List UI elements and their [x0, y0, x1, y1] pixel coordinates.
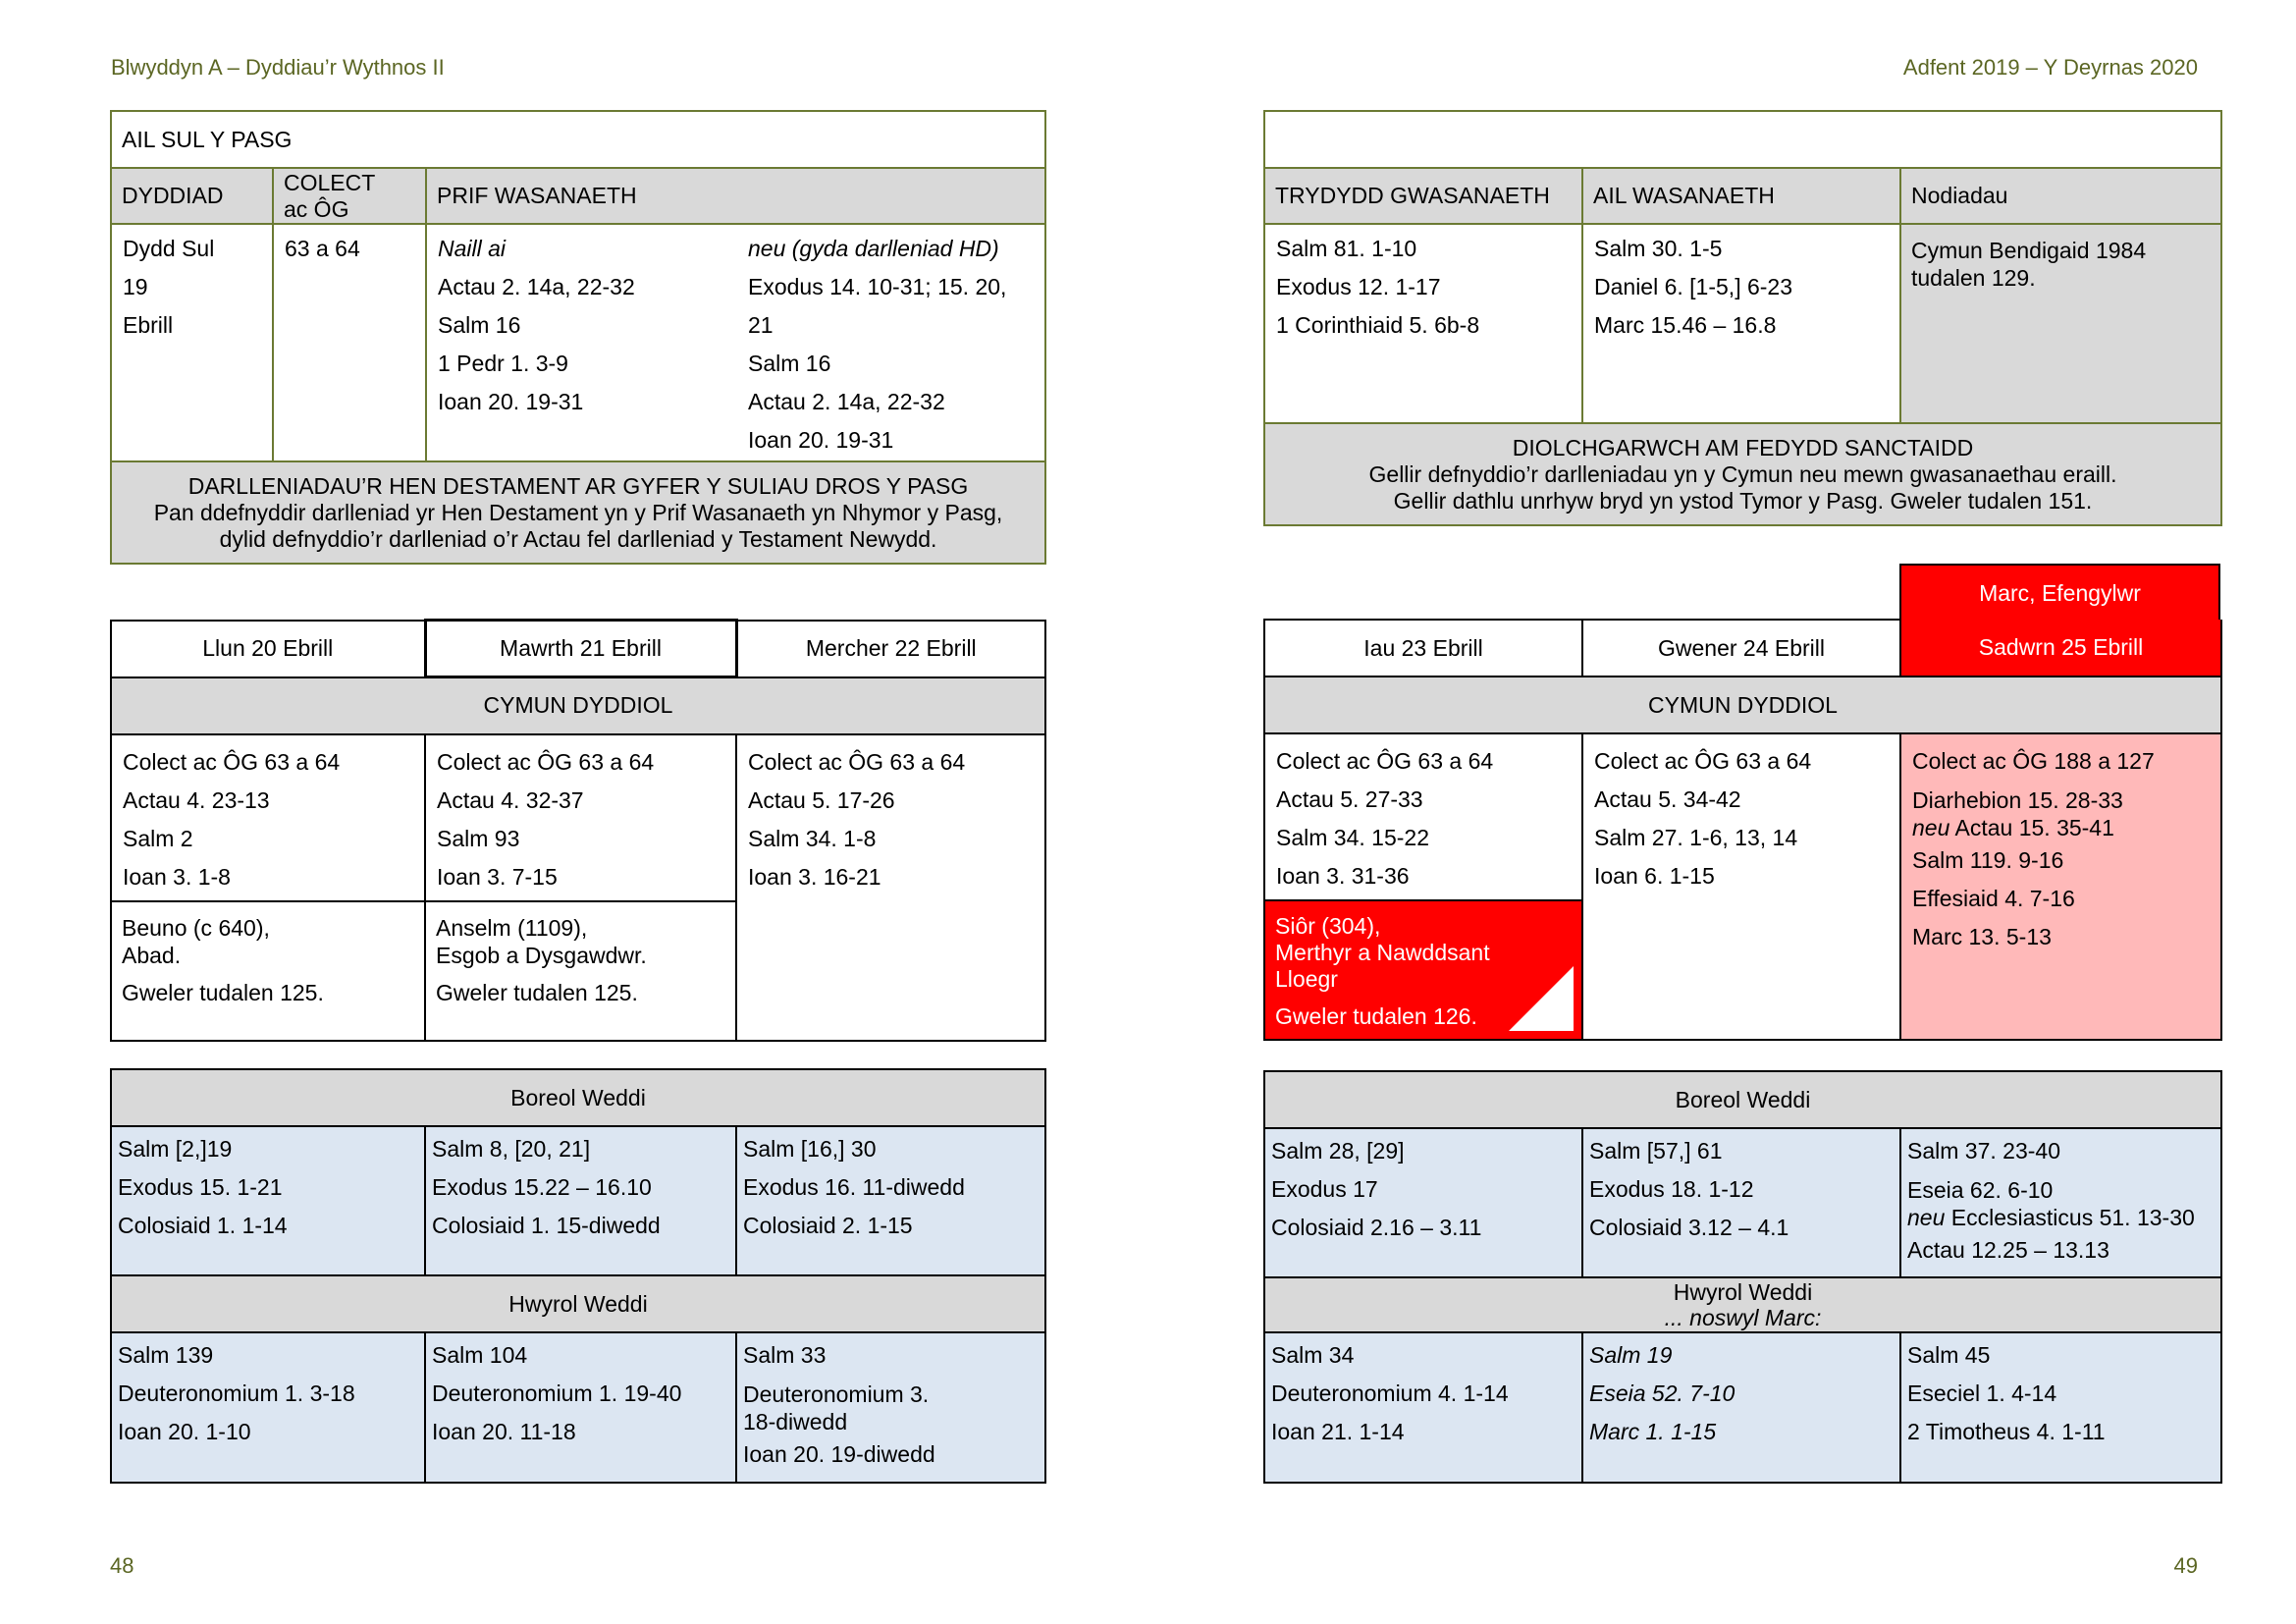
day-header-sadwrn: Sadwrn 25 Ebrill [1900, 620, 2221, 677]
running-header-left: Blwyddyn A – Dyddiau’r Wythnos II [111, 55, 445, 80]
sunday-collect-cell: 63 a 64 [273, 224, 426, 461]
evening-iau: Salm 34 Deuteronomium 4. 1-14 Ioan 21. 1-14 [1264, 1332, 1582, 1483]
communion-llun: Colect ac ÔG 63 a 64 Actau 4. 23-13 Salm 2 Ioan 3. 1-8 [111, 734, 425, 901]
communion-sadwrn: Colect ac ÔG 188 a 127 Diarhebion 15. 28-33 neu Actau 15. 35-41 Salm 119. 9-16 Effesiaid 4. 7-16 Marc 13. 5-13 [1900, 733, 2221, 1040]
weekday-communion-left [110, 619, 1044, 1042]
page-number-right: 49 [2173, 1553, 2198, 1578]
communion-iau: Colect ac ÔG 63 a 64 Actau 5. 27-33 Salm 34. 15-22 Ioan 3. 31-36 [1264, 733, 1582, 900]
evening-mawrth: Salm 104 Deuteronomium 1. 19-40 Ioan 20. 11-18 [425, 1332, 736, 1483]
communion-mercher: Colect ac ÔG 63 a 64 Actau 5. 17-26 Salm 34. 1-8 Ioan 3. 16-21 [736, 734, 1045, 1041]
evening-sadwrn: Salm 45 Eseciel 1. 4-14 2 Timotheus 4. 1-11 [1900, 1332, 2221, 1483]
baptism-note: DIOLCHGARWCH AM FEDYDD SANCTAIDD Gellir defnyddio’r darlleniadau yn y Cymun neu mewn gwasanaethau eraill. Gellir dathlu unrhyw bryd yn ystod Tymor y Pasg. Gweler tudalen 151. [1264, 423, 2221, 525]
evening-mercher: Salm 33 Deuteronomium 3. 18-diwedd Ioan 20. 19-diwedd [736, 1332, 1045, 1483]
col-notes-header: Nodiadau [1900, 168, 2221, 224]
sunday-date-cell: Dydd Sul 19 Ebrill [111, 224, 273, 461]
notes-cell: Cymun Bendigaid 1984 tudalen 129. [1900, 224, 2221, 423]
main-readings-option-b: neu (gyda darlleniad HD) Exodus 14. 10-31; 15. 20, 21 Salm 16 Actau 2. 14a, 22-32 Ioan 20. 19-31 [737, 224, 1045, 461]
saint-beuno: Beuno (c 640), Abad. Gweler tudalen 125. [111, 901, 425, 1041]
page-number-left: 48 [110, 1553, 134, 1578]
second-service-cell: Salm 30. 1-5 Daniel 6. [1-5,] 6-23 Marc 15.46 – 16.8 [1582, 224, 1900, 423]
col-main-service-header: PRIF WASANAETH [426, 168, 1045, 224]
sunday-title: AIL SUL Y PASG [111, 111, 1045, 168]
sunday-other-services-table [1263, 110, 2220, 526]
morning-iau: Salm 28, [29] Exodus 17 Colosiaid 2.16 – 3.11 [1264, 1128, 1582, 1277]
sunday-main-table [110, 110, 1044, 565]
morning-prayer-label-right: Boreol Weddi [1264, 1071, 2221, 1128]
evening-prayer-label: Hwyrol Weddi [111, 1275, 1045, 1332]
saint-george: Siôr (304), Merthyr a Nawddsant Lloegr Gweler tudalen 126. [1264, 900, 1582, 1040]
daily-communion-label: CYMUN DYDDIOL [111, 677, 1045, 734]
day-header-mercher: Mercher 22 Ebrill [736, 621, 1045, 677]
weekday-communion-right [1263, 619, 2220, 1041]
morning-prayer-label: Boreol Weddi [111, 1069, 1045, 1126]
daily-office-right [1263, 1070, 2220, 1484]
page-corner-icon [1509, 966, 1574, 1031]
evening-prayer-label-right: Hwyrol Weddi ... noswyl Marc: [1264, 1277, 2221, 1332]
day-header-llun: Llun 20 Ebrill [111, 621, 425, 677]
third-service-cell: Salm 81. 1-10 Exodus 12. 1-17 1 Corinthiaid 5. 6b-8 [1264, 224, 1582, 423]
morning-mawrth: Salm 8, [20, 21] Exodus 15.22 – 16.10 Colosiaid 1. 15-diwedd [425, 1126, 736, 1275]
blank-title-row [1264, 111, 2221, 168]
evening-gwener: Salm 19 Eseia 52. 7-10 Marc 1. 1-15 [1582, 1332, 1900, 1483]
saint-anselm: Anselm (1109), Esgob a Dysgawdwr. Gweler tudalen 125. [425, 901, 736, 1041]
daily-office-left [110, 1068, 1044, 1484]
evening-llun: Salm 139 Deuteronomium 1. 3-18 Ioan 20. 1-10 [111, 1332, 425, 1483]
day-header-iau: Iau 23 Ebrill [1264, 620, 1582, 677]
morning-gwener: Salm [57,] 61 Exodus 18. 1-12 Colosiaid 3.12 – 4.1 [1582, 1128, 1900, 1277]
col-third-service-header: TRYDYDD GWASANAETH [1264, 168, 1582, 224]
col-date-header: DYDDIAD [111, 168, 273, 224]
day-header-gwener: Gwener 24 Ebrill [1582, 620, 1900, 677]
col-second-service-header: AIL WASANAETH [1582, 168, 1900, 224]
morning-mercher: Salm [16,] 30 Exodus 16. 11-diwedd Colosiaid 2. 1-15 [736, 1126, 1045, 1275]
old-testament-note: DARLLENIADAU’R HEN DESTAMENT AR GYFER Y SULIAU DROS Y PASG Pan ddefnyddir darlleniad yr Hen Destament yn y Prif Wasanaeth yn Nhymor y Pasg, dylid defnyddio’r darlleniad o’r Actau fel darlleniad y Testament Newydd. [111, 461, 1045, 564]
morning-sadwrn: Salm 37. 23-40 Eseia 62. 6-10 neu Ecclesiasticus 51. 13-30 Actau 12.25 – 13.13 [1900, 1128, 2221, 1277]
communion-mawrth: Colect ac ÔG 63 a 64 Actau 4. 32-37 Salm 93 Ioan 3. 7-15 [425, 734, 736, 901]
daily-communion-label-right: CYMUN DYDDIOL [1264, 677, 2221, 733]
morning-llun: Salm [2,]19 Exodus 15. 1-21 Colosiaid 1. 1-14 [111, 1126, 425, 1275]
col-collect-header: COLECT ac ÔG [273, 168, 426, 224]
day-header-mawrth: Mawrth 21 Ebrill [425, 621, 736, 677]
main-readings-option-a: Naill ai Actau 2. 14a, 22-32 Salm 16 1 Pedr 1. 3-9 Ioan 20. 19-31 [426, 224, 737, 461]
communion-gwener: Colect ac ÔG 63 a 64 Actau 5. 34-42 Salm 27. 1-6, 13, 14 Ioan 6. 1-15 [1582, 733, 1900, 1040]
feast-mark-evangelist: Marc, Efengylwr [1899, 564, 2220, 621]
running-header-right: Adfent 2019 – Y Deyrnas 2020 [1902, 55, 2198, 80]
